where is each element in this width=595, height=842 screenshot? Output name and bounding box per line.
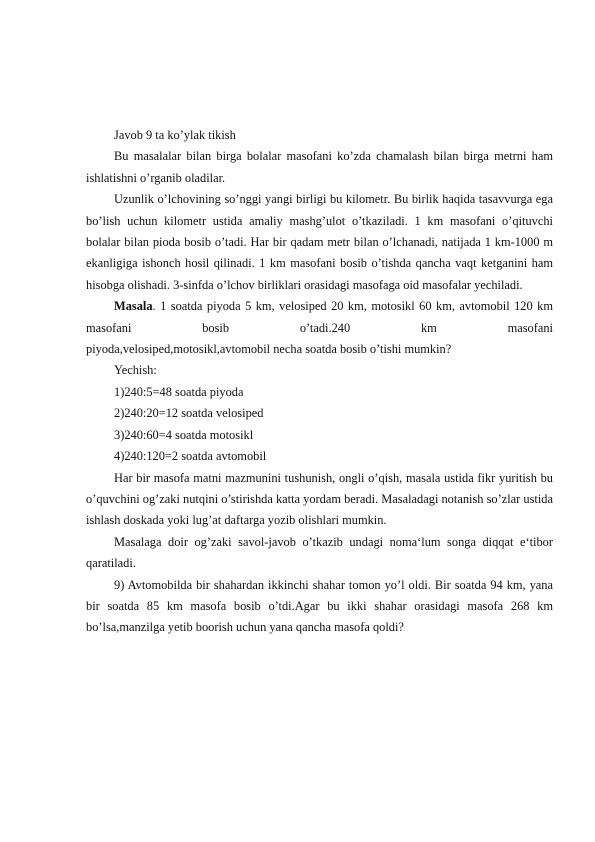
solution-step-4: 4)240:120=2 soatda avtomobil bbox=[114, 449, 267, 464]
paragraph-reading: Har bir masofa matni mazmunini tushunish, ongli o’qish, masala ustida fikr yuritish bu o’quvchini og’zaki nutqini o’stirishda katta yordam beradi. Masaladagi notanish so’zlar ustida ishlash doskada yoki lug’at daftarga yozib olishlari mumkin. bbox=[86, 470, 553, 528]
paragraph-problem-9: 9) Avtomobilda bir shahardan ikkinchi shahar tomon yo’l oldi. Bir soatda 94 km, yana bir soatda 85 km masofa bosib o’tdi.Agar bu ikki shahar orasidagi masofa 268 km bo’lsa,manzilga yetib boorish uchun yana qancha masofa qoldi? bbox=[86, 577, 553, 635]
solution-step-3: 3)240:60=4 soatda motosikl bbox=[114, 427, 254, 442]
problem-label: Masala bbox=[114, 299, 153, 314]
paragraph-problem bbox=[86, 296, 553, 360]
problem-line-2: piyoda,velosiped,motosikl,avtomobil necha soatda bosib o’tishi mumkin? bbox=[86, 342, 452, 357]
paragraph-answer: Javob 9 ta ko’ylak tikish bbox=[114, 128, 236, 142]
paragraph-kilometer: Uzunlik o’lchovining so’nggi yangi birligi bu kilometr. Bu birlik haqida tasavvurga ega bo’lish uchun kilometr ustida amaliy mashg’ulot o’tkaziladi. 1 km masofani o’qituvchi bolalar bilan pioda bosib o’tadi. Har bir qadam metr bilan o’lchanadi, natijada 1 km-1000 m ekanligiga ishonch hosil qilinadi. 1 km masofani bosib o’tishda qancha vaqt ketganini ham hisobga olishadi. 3-sinfda o’lchov birliklari orasidagi masofaga oid masofalar yechiladi. bbox=[86, 192, 553, 292]
problem-text: . 1 soatda piyoda 5 km, velosiped 20 km, motosikl 60 km, avtomobil 120 km masofani bosib o’tadi.240 km masofani bbox=[86, 299, 553, 335]
solution-step-1: 1)240:5=48 soatda piyoda bbox=[114, 384, 244, 399]
paragraph-oral: Masalaga doir og’zaki savol-javob o’tkazib undagi noma‘lum songa diqqat e‘tibor qaratiladi. bbox=[86, 534, 553, 571]
document-body bbox=[86, 125, 553, 639]
paragraph-solution-label: Yechish: bbox=[114, 363, 157, 378]
problem-line-1 bbox=[86, 296, 553, 339]
paragraph-intro: Bu masalalar bilan birga bolalar masofani ko’zda chamalash bilan birga metrni ham ishlatishni o’rganib oladilar. bbox=[86, 149, 553, 185]
solution-step-2: 2)240:20=12 soatda velosiped bbox=[114, 406, 264, 421]
